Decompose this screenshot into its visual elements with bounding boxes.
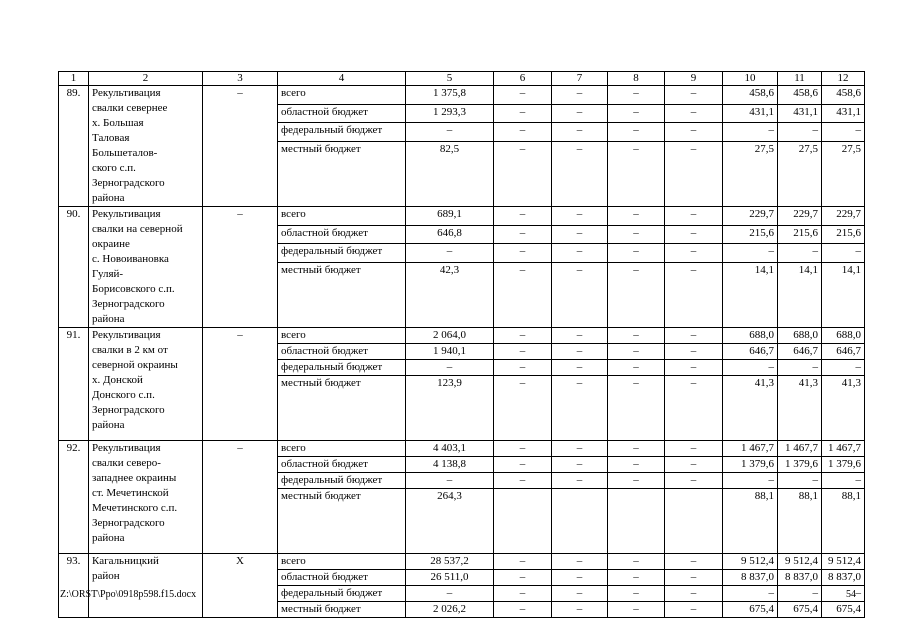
- row-name-line: западнее окраины: [92, 472, 177, 484]
- value-cell-11: –: [778, 473, 822, 489]
- value-cell-7: [552, 489, 608, 554]
- value-cell-9: –: [665, 586, 723, 602]
- value-cell-5: 26 511,0: [406, 570, 494, 586]
- value-cell-11: 27,5: [778, 142, 822, 207]
- value-cell-10: –: [723, 360, 778, 376]
- header-row: [59, 72, 865, 86]
- value-cell-5: 1 375,8: [406, 86, 494, 105]
- value-cell-5: 264,3: [406, 489, 494, 554]
- value-cell-7: –: [552, 602, 608, 618]
- value-cell-11: 14,1: [778, 263, 822, 328]
- value-cell-6: –: [494, 142, 552, 207]
- row-name-line: х. Донской: [92, 374, 143, 386]
- value-cell-8: –: [608, 586, 665, 602]
- row-number: 89.: [59, 86, 89, 207]
- row-name-line: Борисовского с.п.: [92, 283, 175, 295]
- value-cell-7: –: [552, 570, 608, 586]
- value-cell-12: 27,5: [822, 142, 865, 207]
- value-cell-6: –: [494, 554, 552, 570]
- value-cell-11: 688,0: [778, 328, 822, 344]
- value-cell-12: 215,6: [822, 225, 865, 244]
- row-name-line: Зерноградского: [92, 404, 165, 416]
- row-name-line: свалки северо-: [92, 457, 161, 469]
- value-cell-11: 8 837,0: [778, 570, 822, 586]
- value-cell-11: 431,1: [778, 104, 822, 123]
- row-name-line: Мечетинского с.п.: [92, 502, 178, 514]
- value-cell-7: –: [552, 360, 608, 376]
- value-cell-5: –: [406, 473, 494, 489]
- budget-source-label: областной бюджет: [278, 457, 406, 473]
- header-cell-8: 8: [608, 72, 665, 86]
- row-col3: –: [203, 207, 278, 328]
- footer-page-number: 54: [846, 589, 856, 600]
- value-cell-12: 431,1: [822, 104, 865, 123]
- value-cell-5: 646,8: [406, 225, 494, 244]
- value-cell-9: –: [665, 123, 723, 142]
- budget-source-label: местный бюджет: [278, 263, 406, 328]
- value-cell-10: 431,1: [723, 104, 778, 123]
- row-name-line: района: [92, 419, 125, 431]
- row-name-line: Донского с.п.: [92, 389, 155, 401]
- row-name-line: х. Большая: [92, 117, 144, 129]
- value-cell-8: –: [608, 263, 665, 328]
- row-name-line: Большеталов-: [92, 147, 158, 159]
- budget-source-label: всего: [278, 207, 406, 226]
- value-cell-9: –: [665, 225, 723, 244]
- row-name: [89, 207, 203, 328]
- row-name-line: Зерноградского: [92, 298, 165, 310]
- header-cell-1: 1: [59, 72, 89, 86]
- header-cell-12: 12: [822, 72, 865, 86]
- row-name-line: Рекультивация: [92, 208, 161, 220]
- value-cell-8: –: [608, 207, 665, 226]
- value-cell-6: –: [494, 586, 552, 602]
- value-cell-8: –: [608, 457, 665, 473]
- value-cell-7: –: [552, 244, 608, 263]
- value-cell-8: –: [608, 244, 665, 263]
- budget-source-label: всего: [278, 328, 406, 344]
- value-cell-10: 88,1: [723, 489, 778, 554]
- table-row: [59, 86, 865, 105]
- value-cell-8: –: [608, 360, 665, 376]
- value-cell-8: [608, 489, 665, 554]
- row-col3: Х: [203, 554, 278, 618]
- value-cell-11: 1 467,7: [778, 441, 822, 457]
- value-cell-7: –: [552, 225, 608, 244]
- value-cell-6: –: [494, 225, 552, 244]
- row-name-line: свалки севернее: [92, 102, 168, 114]
- budget-source-label: областной бюджет: [278, 225, 406, 244]
- value-cell-7: –: [552, 104, 608, 123]
- value-cell-12: 8 837,0: [822, 570, 865, 586]
- value-cell-9: –: [665, 244, 723, 263]
- row-col3: –: [203, 441, 278, 554]
- value-cell-9: [665, 489, 723, 554]
- row-name-line: ст. Мечетинской: [92, 487, 169, 499]
- row-name-line: свалки в 2 км от: [92, 344, 168, 356]
- value-cell-5: 2 064,0: [406, 328, 494, 344]
- budget-source-label: федеральный бюджет: [278, 360, 406, 376]
- row-name-line: северной окраины: [92, 359, 178, 371]
- table-row: [59, 328, 865, 344]
- header-cell-4: 4: [278, 72, 406, 86]
- row-name-line: Зерноградского: [92, 177, 165, 189]
- value-cell-5: 82,5: [406, 142, 494, 207]
- row-number: 92.: [59, 441, 89, 554]
- value-cell-10: –: [723, 473, 778, 489]
- value-cell-11: 88,1: [778, 489, 822, 554]
- value-cell-8: –: [608, 123, 665, 142]
- value-cell-12: 88,1: [822, 489, 865, 554]
- budget-source-label: всего: [278, 441, 406, 457]
- budget-source-label: областной бюджет: [278, 570, 406, 586]
- value-cell-10: 14,1: [723, 263, 778, 328]
- value-cell-10: 8 837,0: [723, 570, 778, 586]
- value-cell-9: –: [665, 207, 723, 226]
- header-cell-10: 10: [723, 72, 778, 86]
- value-cell-12: –: [822, 586, 865, 602]
- row-name: [89, 441, 203, 554]
- budget-source-label: областной бюджет: [278, 344, 406, 360]
- value-cell-6: –: [494, 344, 552, 360]
- value-cell-10: –: [723, 586, 778, 602]
- value-cell-10: 41,3: [723, 376, 778, 441]
- value-cell-7: –: [552, 376, 608, 441]
- value-cell-12: 646,7: [822, 344, 865, 360]
- value-cell-7: –: [552, 344, 608, 360]
- value-cell-9: –: [665, 554, 723, 570]
- value-cell-7: –: [552, 441, 608, 457]
- value-cell-7: –: [552, 473, 608, 489]
- row-name-line: района: [92, 313, 125, 325]
- budget-source-label: местный бюджет: [278, 489, 406, 554]
- row-col3: –: [203, 86, 278, 207]
- value-cell-7: –: [552, 123, 608, 142]
- value-cell-7: –: [552, 142, 608, 207]
- value-cell-6: –: [494, 328, 552, 344]
- value-cell-9: –: [665, 602, 723, 618]
- value-cell-9: –: [665, 441, 723, 457]
- value-cell-10: 215,6: [723, 225, 778, 244]
- value-cell-12: –: [822, 244, 865, 263]
- value-cell-6: [494, 489, 552, 554]
- value-cell-5: 4 403,1: [406, 441, 494, 457]
- value-cell-12: –: [822, 473, 865, 489]
- table-row: [59, 441, 865, 457]
- value-cell-12: –: [822, 360, 865, 376]
- value-cell-11: –: [778, 123, 822, 142]
- value-cell-10: 1 379,6: [723, 457, 778, 473]
- value-cell-7: –: [552, 586, 608, 602]
- value-cell-12: 1 467,7: [822, 441, 865, 457]
- value-cell-12: 1 379,6: [822, 457, 865, 473]
- value-cell-11: 41,3: [778, 376, 822, 441]
- value-cell-8: –: [608, 328, 665, 344]
- header-cell-9: 9: [665, 72, 723, 86]
- value-cell-8: –: [608, 225, 665, 244]
- row-number: 93.: [59, 554, 89, 618]
- value-cell-5: –: [406, 586, 494, 602]
- value-cell-10: 646,7: [723, 344, 778, 360]
- row-name: [89, 328, 203, 441]
- header-cell-3: 3: [203, 72, 278, 86]
- value-cell-10: –: [723, 123, 778, 142]
- header-cell-11: 11: [778, 72, 822, 86]
- value-cell-9: –: [665, 86, 723, 105]
- row-name-line: Кагальницкий: [92, 555, 159, 567]
- budget-source-label: всего: [278, 554, 406, 570]
- row-name-line: Рекультивация: [92, 442, 161, 454]
- header-cell-5: 5: [406, 72, 494, 86]
- row-name-line: свалки на северной: [92, 223, 183, 235]
- row-name-line: района: [92, 532, 125, 544]
- value-cell-9: –: [665, 104, 723, 123]
- value-cell-12: –: [822, 123, 865, 142]
- table-row: [59, 207, 865, 226]
- value-cell-7: –: [552, 328, 608, 344]
- row-name-line: Таловая: [92, 132, 130, 144]
- header-cell-6: 6: [494, 72, 552, 86]
- value-cell-5: 1 293,3: [406, 104, 494, 123]
- value-cell-6: –: [494, 602, 552, 618]
- budget-source-label: федеральный бюджет: [278, 473, 406, 489]
- value-cell-9: –: [665, 473, 723, 489]
- value-cell-5: 42,3: [406, 263, 494, 328]
- value-cell-12: 41,3: [822, 376, 865, 441]
- value-cell-12: 9 512,4: [822, 554, 865, 570]
- value-cell-6: –: [494, 244, 552, 263]
- value-cell-6: –: [494, 207, 552, 226]
- value-cell-5: –: [406, 123, 494, 142]
- row-name-line: с. Новоивановка: [92, 253, 169, 265]
- value-cell-8: –: [608, 554, 665, 570]
- value-cell-10: 27,5: [723, 142, 778, 207]
- value-cell-5: 2 026,2: [406, 602, 494, 618]
- footer-file-path: Z:\ORST\Ppo\0918p598.f15.docx: [60, 589, 197, 600]
- value-cell-6: –: [494, 104, 552, 123]
- value-cell-8: –: [608, 376, 665, 441]
- value-cell-7: –: [552, 86, 608, 105]
- value-cell-5: 123,9: [406, 376, 494, 441]
- value-cell-5: 28 537,2: [406, 554, 494, 570]
- row-name-line: Зерноградского: [92, 517, 165, 529]
- value-cell-10: –: [723, 244, 778, 263]
- value-cell-10: 9 512,4: [723, 554, 778, 570]
- value-cell-6: –: [494, 441, 552, 457]
- budget-source-label: федеральный бюджет: [278, 123, 406, 142]
- row-name-line: Рекультивация: [92, 329, 161, 341]
- budget-table: [58, 71, 865, 618]
- value-cell-9: –: [665, 263, 723, 328]
- value-cell-8: –: [608, 441, 665, 457]
- value-cell-5: 1 940,1: [406, 344, 494, 360]
- header-cell-7: 7: [552, 72, 608, 86]
- row-name-line: Рекультивация: [92, 87, 161, 99]
- value-cell-8: –: [608, 86, 665, 105]
- value-cell-12: 14,1: [822, 263, 865, 328]
- row-name-line: ского с.п.: [92, 162, 136, 174]
- value-cell-6: –: [494, 376, 552, 441]
- value-cell-10: 675,4: [723, 602, 778, 618]
- budget-source-label: местный бюджет: [278, 142, 406, 207]
- row-number: 90.: [59, 207, 89, 328]
- value-cell-6: –: [494, 570, 552, 586]
- value-cell-9: –: [665, 376, 723, 441]
- row-name: [89, 86, 203, 207]
- value-cell-9: –: [665, 457, 723, 473]
- value-cell-6: –: [494, 360, 552, 376]
- budget-source-label: местный бюджет: [278, 602, 406, 618]
- value-cell-12: 675,4: [822, 602, 865, 618]
- value-cell-9: –: [665, 360, 723, 376]
- value-cell-6: –: [494, 473, 552, 489]
- budget-source-label: всего: [278, 86, 406, 105]
- value-cell-7: –: [552, 554, 608, 570]
- value-cell-5: –: [406, 244, 494, 263]
- value-cell-12: 458,6: [822, 86, 865, 105]
- value-cell-6: –: [494, 123, 552, 142]
- value-cell-9: –: [665, 344, 723, 360]
- value-cell-11: 9 512,4: [778, 554, 822, 570]
- value-cell-9: –: [665, 142, 723, 207]
- value-cell-8: –: [608, 344, 665, 360]
- value-cell-6: –: [494, 263, 552, 328]
- value-cell-8: –: [608, 142, 665, 207]
- value-cell-10: 688,0: [723, 328, 778, 344]
- value-cell-6: –: [494, 457, 552, 473]
- value-cell-7: –: [552, 457, 608, 473]
- value-cell-12: 229,7: [822, 207, 865, 226]
- value-cell-11: –: [778, 244, 822, 263]
- budget-source-label: федеральный бюджет: [278, 244, 406, 263]
- value-cell-9: –: [665, 328, 723, 344]
- row-name-line: район: [92, 570, 120, 582]
- value-cell-11: 215,6: [778, 225, 822, 244]
- value-cell-6: –: [494, 86, 552, 105]
- value-cell-10: 229,7: [723, 207, 778, 226]
- row-name-line: района: [92, 192, 125, 204]
- row-name: [89, 554, 203, 618]
- value-cell-11: –: [778, 586, 822, 602]
- value-cell-11: 458,6: [778, 86, 822, 105]
- value-cell-5: –: [406, 360, 494, 376]
- value-cell-11: –: [778, 360, 822, 376]
- row-name-line: Гуляй-: [92, 268, 124, 280]
- table-row: [59, 554, 865, 570]
- value-cell-11: 229,7: [778, 207, 822, 226]
- budget-source-label: местный бюджет: [278, 376, 406, 441]
- header-cell-2: 2: [89, 72, 203, 86]
- row-number: 91.: [59, 328, 89, 441]
- value-cell-11: 646,7: [778, 344, 822, 360]
- value-cell-12: 688,0: [822, 328, 865, 344]
- row-name-line: окраине: [92, 238, 130, 250]
- value-cell-10: 458,6: [723, 86, 778, 105]
- value-cell-11: 1 379,6: [778, 457, 822, 473]
- value-cell-7: –: [552, 263, 608, 328]
- value-cell-10: 1 467,7: [723, 441, 778, 457]
- value-cell-5: 4 138,8: [406, 457, 494, 473]
- row-col3: –: [203, 328, 278, 441]
- value-cell-9: –: [665, 570, 723, 586]
- value-cell-7: –: [552, 207, 608, 226]
- value-cell-5: 689,1: [406, 207, 494, 226]
- value-cell-8: –: [608, 602, 665, 618]
- budget-source-label: областной бюджет: [278, 104, 406, 123]
- value-cell-8: –: [608, 104, 665, 123]
- value-cell-11: 675,4: [778, 602, 822, 618]
- value-cell-8: –: [608, 473, 665, 489]
- value-cell-8: –: [608, 570, 665, 586]
- budget-source-label: федеральный бюджет: [278, 586, 406, 602]
